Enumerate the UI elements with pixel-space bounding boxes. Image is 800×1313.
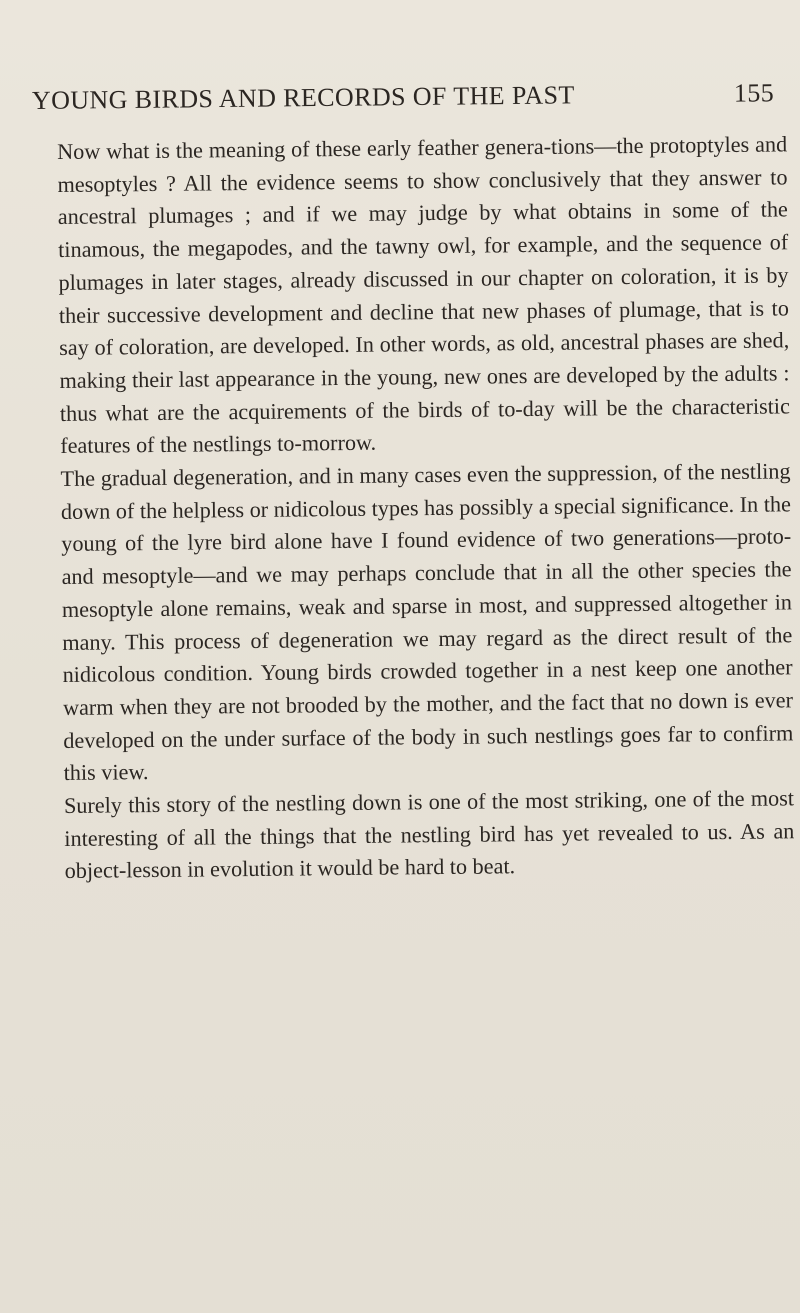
paragraph-3: Surely this story of the nestling down is one of the most striking, one of the most interesting of all the things that the nestling bird has yet revealed to us. As an object-lesson in evolution it would be hard to beat.	[63, 785, 795, 884]
paragraph-2: The gradual degeneration, and in many cases even the suppression, of the nestling down of the helpless or nidicolous types has possibly a special significance. In the young of the lyre bird alone have I found evidence of two generations—proto- and mesoptyle—and we may perhaps conclude that in all the other species the mesoptyle alone remains, weak and sparse in most, and suppressed altogether in many. This process of degeneration we may regard as the direct result of the nidicolous condition. Young birds crowded together in a nest keep one another warm when they are not brooded by the mother, and the fact that no down is ever developed on the under surface of the body in such nestlings goes far to confirm this view.	[60, 458, 794, 786]
paragraph-1: Now what is the meaning of these early feather genera-tions—the protoptyles and mesoptyles ? All the evidence seems to show conclusively that they answer to ancestral plumages ; and if we may judge by what obtains in some of the tinamous, the megapodes, and the tawny owl, for example, and the sequence of plumages in later stages, already discussed in our chapter on coloration, it is by their successive development and decline that new phases of plumage, that is to say of coloration, are developed. In other words, as old, ancestral phases are shed, making their last appearance in the young, new ones are developed by the adults : thus what are the acquirements of the birds of to-day will be the characteristic features of the nestlings to-morrow.	[57, 131, 790, 459]
running-head	[32, 78, 792, 126]
running-title: YOUNG BIRDS AND RECORDS OF THE PAST	[31, 80, 575, 115]
page-number: 155	[733, 78, 775, 108]
body-text	[57, 128, 795, 888]
